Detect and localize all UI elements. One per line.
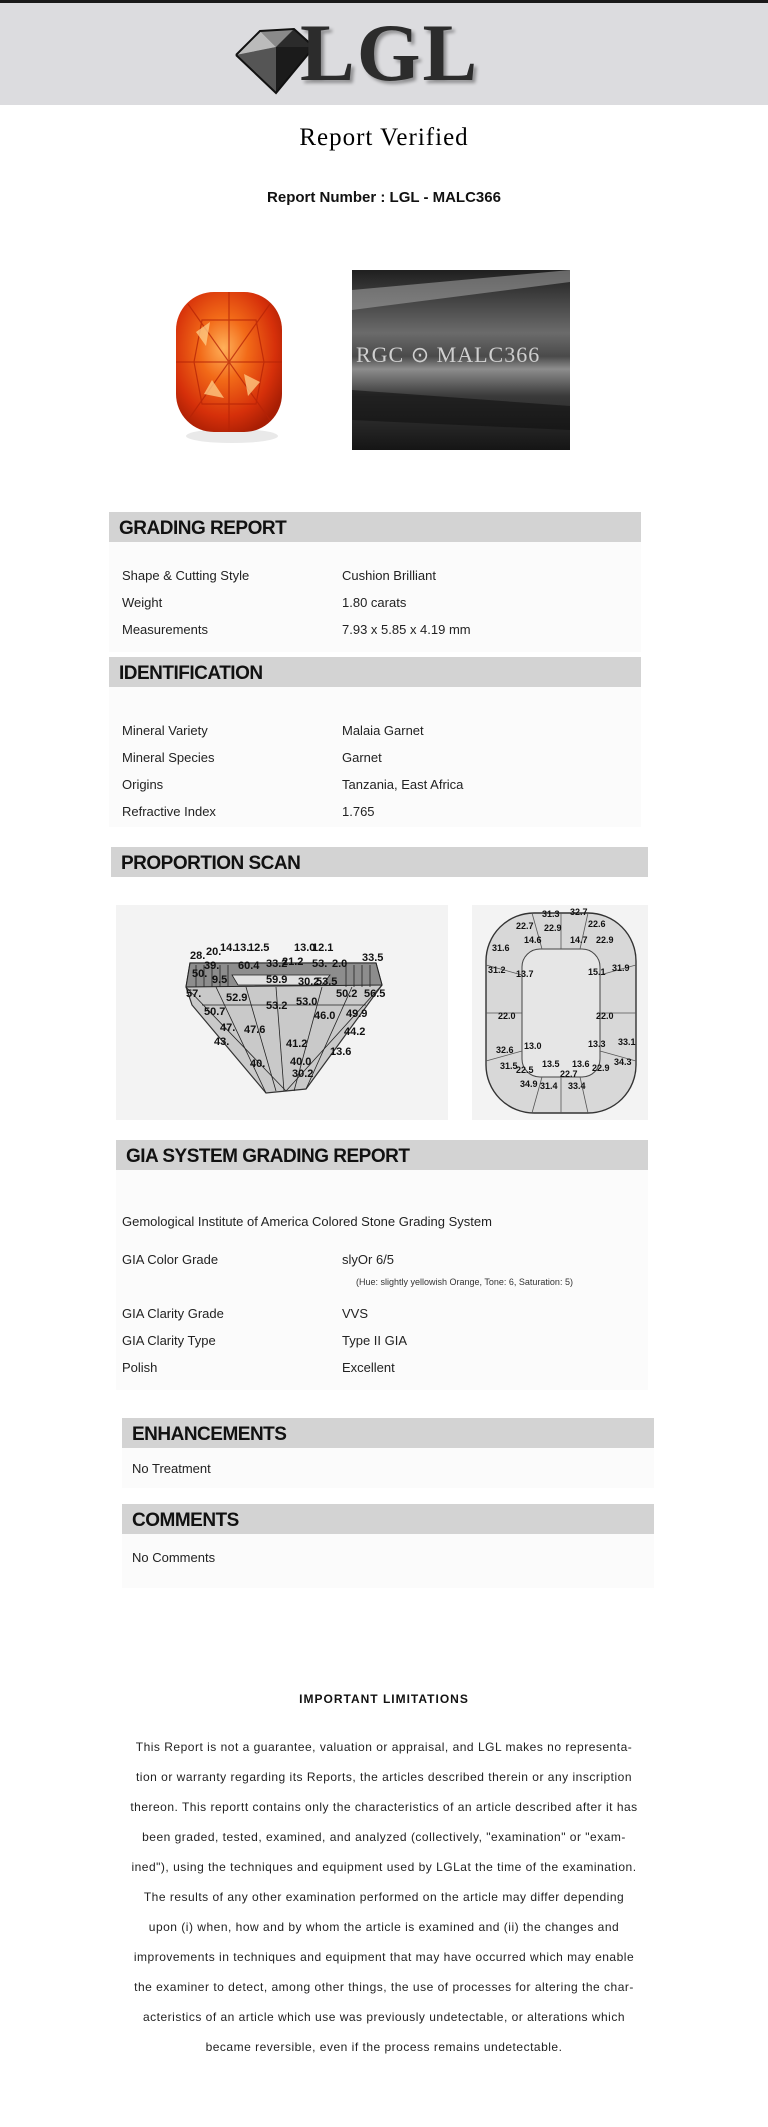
- enhancements-header: [122, 1418, 654, 1448]
- measurement-label: 53.: [312, 958, 328, 970]
- measurement-label: 41.2: [286, 1038, 308, 1050]
- measurement-label: 39.: [204, 960, 220, 972]
- comments-heading: COMMENTS: [132, 1510, 239, 1531]
- origins-label: Origins: [122, 777, 164, 792]
- measurement-label: 22.0: [596, 1011, 614, 1021]
- measurement-label: 31.5: [500, 1061, 518, 1071]
- measurement-label: 52.9: [226, 992, 248, 1004]
- measurement-label: 60.4: [238, 960, 260, 972]
- measurement-label: 33.4: [568, 1081, 586, 1091]
- gia-subtitle: Gemological Institute of America Colored Stone Grading System: [122, 1214, 492, 1229]
- clarity-type-value: Type II GIA: [342, 1333, 408, 1348]
- mineral-species-value: Garnet: [342, 750, 382, 765]
- gem-photo: [152, 270, 304, 450]
- limitations-line: ined"), using the techniques and equipment used by LGLat the time of the examination.: [131, 1860, 637, 1874]
- gia-header: [116, 1140, 648, 1170]
- measurement-label: 33.1: [618, 1037, 636, 1047]
- comments-text: No Comments: [132, 1550, 216, 1565]
- measurement-label: 28.: [190, 950, 206, 962]
- mineral-variety-label: Mineral Variety: [122, 723, 208, 738]
- measurement-label: 22.9: [596, 935, 614, 945]
- measurement-label: 14.: [220, 942, 236, 954]
- limitations-line: been graded, tested, examined, and analyzed (collectively, "examination" or "exam-: [142, 1830, 626, 1844]
- mineral-variety-value: Malaia Garnet: [342, 723, 424, 738]
- measurement-label: 22.9: [544, 923, 562, 933]
- grading-report-heading: GRADING REPORT: [119, 518, 287, 539]
- limitations-line: acteristics of an article which use was previously undetectable, or alterations which: [142, 2010, 626, 2024]
- measurement-label: 22.5: [516, 1065, 534, 1075]
- measurement-label: 40.: [250, 1058, 266, 1070]
- measurement-label: 53.0: [296, 996, 318, 1008]
- measurement-label: 12.1: [312, 942, 334, 954]
- measurement-label: 31.4: [540, 1081, 558, 1091]
- mineral-species-label: Mineral Species: [122, 750, 215, 765]
- limitations-line: improvements in techniques and equipment that may have occurred which may enable: [133, 1950, 635, 1964]
- weight-value: 1.80 carats: [342, 595, 407, 610]
- measurement-label: 49.9: [346, 1008, 368, 1020]
- top-view-scan: [472, 905, 648, 1120]
- header-banner: [0, 3, 768, 105]
- inscription-photo: [352, 270, 570, 450]
- limitations-line: thereon. This reportt contains only the characteristics of an article described after it has: [130, 1800, 638, 1814]
- measurement-label: 14.6: [524, 935, 542, 945]
- measurement-label: 53.5: [316, 976, 338, 988]
- measurement-label: 13.6: [572, 1059, 590, 1069]
- measurement-label: 53.2: [266, 1000, 288, 1012]
- measurement-label: 32.7: [570, 907, 588, 917]
- measurement-label: 13.: [234, 942, 250, 954]
- measurement-label: 22.7: [516, 921, 534, 931]
- clarity-type-label: GIA Clarity Type: [122, 1333, 216, 1348]
- measurement-label: 46.0: [314, 1010, 336, 1022]
- measurement-label: 31.3: [542, 909, 560, 919]
- grading-report-header: [109, 512, 641, 542]
- limitations-line: the examiner to detect, among other things, the use of processes for altering the char-: [134, 1980, 634, 1994]
- refractive-index-label: Refractive Index: [122, 804, 216, 819]
- measurement-label: 31.2: [488, 965, 506, 975]
- measurement-label: 13.6: [330, 1046, 352, 1058]
- measurement-label: 59.9: [266, 974, 288, 986]
- proportion-scan-header: [111, 847, 648, 877]
- measurement-label: 14.7: [570, 935, 588, 945]
- enhancements-text: No Treatment: [132, 1461, 211, 1476]
- measurement-label: 9.5: [212, 974, 228, 986]
- limitations-text: [110, 1732, 658, 2062]
- gia-color-label: GIA Color Grade: [122, 1252, 219, 1267]
- measurement-label: 13.7: [516, 969, 534, 979]
- limitations-line: upon (i) when, how and by whom the article is examined and (ii) the changes and: [148, 1920, 620, 1934]
- measurement-label: 13.3: [588, 1039, 606, 1049]
- measurement-label: 47.: [220, 1022, 236, 1034]
- measurement-label: 44.2: [344, 1026, 366, 1038]
- gia-color-value: slyOr 6/5: [342, 1252, 395, 1267]
- measurement-label: 40.0: [290, 1056, 312, 1068]
- measurement-label: 21.2: [282, 956, 304, 968]
- polish-value: Excellent: [342, 1360, 395, 1375]
- side-profile-scan: [116, 905, 448, 1120]
- limitations-line: tion or warranty regarding its Reports, the articles described therein or any inscription: [135, 1770, 633, 1784]
- inscription-text: RGC ⊙ MALC366: [356, 342, 541, 367]
- measurement-label: 2.0: [332, 958, 348, 970]
- origins-value: Tanzania, East Africa: [342, 777, 464, 792]
- enhancements-heading: ENHANCEMENTS: [132, 1424, 287, 1445]
- measurement-label: 43.: [214, 1036, 230, 1048]
- limitations-line: This Report is not a guarantee, valuation or appraisal, and LGL makes no representa-: [135, 1740, 633, 1754]
- comments-header: [122, 1504, 654, 1534]
- measurements-label: Measurements: [122, 622, 208, 637]
- gia-color-note: (Hue: slightly yellowish Orange, Tone: 6, Saturation: 5): [356, 1277, 573, 1287]
- measurement-label: 22.9: [592, 1063, 610, 1073]
- measurement-label: 50.7: [204, 1006, 226, 1018]
- logo-text: LGL: [300, 7, 480, 98]
- measurement-label: 30.2: [292, 1068, 314, 1080]
- gia-heading: GIA SYSTEM GRADING REPORT: [126, 1146, 410, 1167]
- proportion-scan-heading: PROPORTION SCAN: [121, 853, 301, 874]
- measurement-label: 50.2: [336, 988, 358, 1000]
- measurements-value: 7.93 x 5.85 x 4.19 mm: [342, 622, 471, 637]
- measurement-label: 22.6: [588, 919, 606, 929]
- measurement-label: 22.7: [560, 1069, 578, 1079]
- measurement-label: 13.0: [294, 942, 316, 954]
- measurement-label: 33.5: [362, 952, 384, 964]
- clarity-grade-label: GIA Clarity Grade: [122, 1306, 224, 1321]
- polish-label: Polish: [122, 1360, 158, 1375]
- measurement-label: 34.9: [520, 1079, 538, 1089]
- measurement-label: 33.2: [266, 958, 288, 970]
- measurement-label: 31.6: [492, 943, 510, 953]
- limitations-heading: IMPORTANT LIMITATIONS: [299, 1692, 469, 1706]
- limitations-line: The results of any other examination performed on the article may differ depending: [143, 1890, 625, 1904]
- measurement-label: 31.9: [612, 963, 630, 973]
- measurement-label: 20.: [206, 946, 222, 958]
- limitations-line: became reversible, even if the process remains undetectable.: [205, 2040, 563, 2054]
- measurement-label: 57.: [186, 988, 202, 1000]
- refractive-index-value: 1.765: [342, 804, 375, 819]
- shape-label: Shape & Cutting Style: [122, 568, 250, 583]
- measurement-label: 13.0: [524, 1041, 542, 1051]
- shape-value: Cushion Brilliant: [342, 568, 436, 583]
- report-number: Report Number : LGL - MALC366: [267, 189, 501, 206]
- clarity-grade-value: VVS: [342, 1306, 369, 1321]
- identification-header: [109, 657, 641, 687]
- measurement-label: 12.5: [248, 942, 270, 954]
- measurement-label: 50.: [192, 968, 208, 980]
- measurement-label: 56.5: [364, 988, 386, 1000]
- measurement-label: 34.3: [614, 1057, 632, 1067]
- page-title: Report Verified: [299, 124, 469, 151]
- measurement-label: 13.5: [542, 1059, 560, 1069]
- measurement-label: 15.1: [588, 967, 606, 977]
- measurement-label: 47.6: [244, 1024, 266, 1036]
- measurement-label: 32.6: [496, 1045, 514, 1055]
- identification-heading: IDENTIFICATION: [119, 663, 263, 684]
- measurement-label: 30.2: [298, 976, 320, 988]
- measurement-label: 22.0: [498, 1011, 516, 1021]
- weight-label: Weight: [122, 595, 163, 610]
